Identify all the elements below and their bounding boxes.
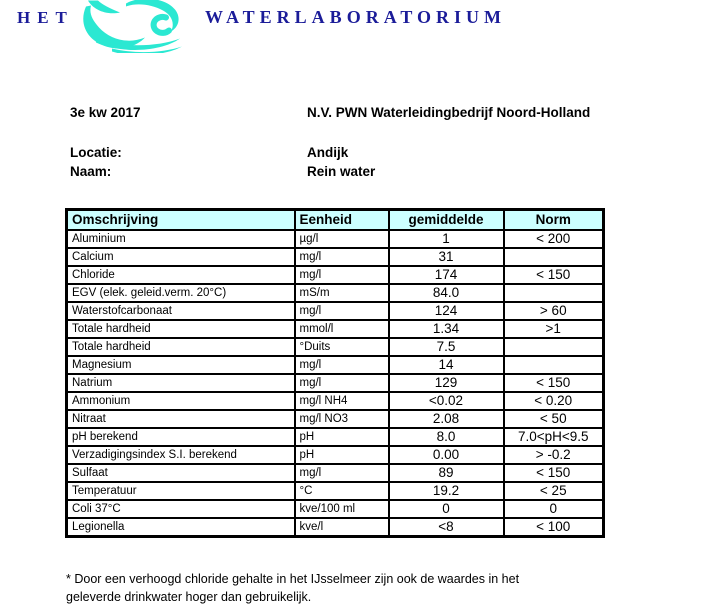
table-cell-eenheid: kve/l [295, 518, 389, 537]
table-cell-omschrijving: EGV (elek. geleid.verm. 20°C) [67, 284, 295, 302]
name-label: Naam: [70, 164, 112, 179]
table-cell-omschrijving: Chloride [67, 266, 295, 284]
name-value: Rein water [307, 164, 376, 179]
table-cell-eenheid: °Duits [295, 338, 389, 356]
table-cell-norm: 7.0<pH<9.5 [504, 428, 604, 446]
table-cell-omschrijving: Nitraat [67, 410, 295, 428]
table-cell-gemiddelde: 89 [389, 464, 504, 482]
table-cell-gemiddelde: <8 [389, 518, 504, 537]
table-cell-gemiddelde: 174 [389, 266, 504, 284]
table-cell-norm [504, 284, 604, 302]
column-header-gemiddelde: gemiddelde [389, 210, 504, 230]
table-row [67, 248, 604, 266]
table-cell-omschrijving: Legionella [67, 518, 295, 537]
column-header-norm: Norm [504, 210, 604, 230]
table-row [67, 230, 604, 248]
table-cell-gemiddelde: 129 [389, 374, 504, 392]
table-row [67, 266, 604, 284]
table-cell-eenheid: pH [295, 446, 389, 464]
table-cell-eenheid: mg/l NO3 [295, 410, 389, 428]
table-cell-omschrijving: Natrium [67, 374, 295, 392]
table-cell-norm: 0 [504, 500, 604, 518]
table-row [67, 518, 604, 537]
table-row [67, 302, 604, 320]
table-cell-eenheid: µg/l [295, 230, 389, 248]
table-row [67, 392, 604, 410]
table-row [67, 482, 604, 500]
table-cell-omschrijving: pH berekend [67, 428, 295, 446]
table-cell-omschrijving: Calcium [67, 248, 295, 266]
table-cell-norm [504, 356, 604, 374]
table-row [67, 374, 604, 392]
table-cell-omschrijving: Waterstofcarbonaat [67, 302, 295, 320]
table-row [67, 338, 604, 356]
table-cell-norm: < 200 [504, 230, 604, 248]
table-cell-omschrijving: Sulfaat [67, 464, 295, 482]
table-cell-norm: > 60 [504, 302, 604, 320]
brand-word-het: HET [17, 8, 74, 27]
table-cell-eenheid: °C [295, 482, 389, 500]
brand-word-waterlaboratorium: WATERLABORATORIUM [205, 7, 507, 27]
location-value: Andijk [307, 145, 349, 160]
table-cell-eenheid: kve/100 ml [295, 500, 389, 518]
results-table-body [67, 230, 604, 537]
table-cell-norm: > -0.2 [504, 446, 604, 464]
table-cell-norm: < 100 [504, 518, 604, 537]
table-cell-norm: < 25 [504, 482, 604, 500]
table-cell-norm: < 150 [504, 266, 604, 284]
table-row [67, 428, 604, 446]
table-cell-norm: >1 [504, 320, 604, 338]
table-cell-norm [504, 248, 604, 266]
table-cell-gemiddelde: 124 [389, 302, 504, 320]
table-cell-eenheid: mg/l [295, 356, 389, 374]
column-header-omschrijving: Omschrijving [67, 210, 295, 230]
table-cell-gemiddelde: 2.08 [389, 410, 504, 428]
table-cell-gemiddelde: 7.5 [389, 338, 504, 356]
table-row [67, 464, 604, 482]
table-cell-omschrijving: Totale hardheid [67, 338, 295, 356]
table-cell-eenheid: mg/l [295, 266, 389, 284]
table-cell-gemiddelde: 31 [389, 248, 504, 266]
footnote: * Door een verhoogd chloride gehalte in het IJsselmeer zijn ook de waardes in het geleverde drinkwater hoger dan gebruikelijk. [66, 572, 520, 604]
table-row [67, 500, 604, 518]
table-cell-omschrijving: Magnesium [67, 356, 295, 374]
table-cell-omschrijving: Totale hardheid [67, 320, 295, 338]
table-cell-norm: < 0.20 [504, 392, 604, 410]
table-row [67, 410, 604, 428]
table-cell-eenheid: mg/l [295, 248, 389, 266]
table-cell-gemiddelde: 84.0 [389, 284, 504, 302]
location-label: Locatie: [70, 145, 122, 160]
table-cell-omschrijving: Aluminium [67, 230, 295, 248]
table-cell-gemiddelde: 19.2 [389, 482, 504, 500]
table-cell-omschrijving: Ammonium [67, 392, 295, 410]
table-cell-omschrijving: Temperatuur [67, 482, 295, 500]
column-header-eenheid: Eenheid [295, 210, 389, 230]
table-cell-omschrijving: Coli 37°C [67, 500, 295, 518]
table-cell-gemiddelde: 0.00 [389, 446, 504, 464]
results-table [65, 208, 605, 538]
table-cell-eenheid: mS/m [295, 284, 389, 302]
wave-swirl-icon [82, 0, 207, 53]
table-cell-gemiddelde: 8.0 [389, 428, 504, 446]
table-row [67, 284, 604, 302]
table-cell-norm [504, 338, 604, 356]
table-cell-eenheid: mg/l [295, 464, 389, 482]
company-name: N.V. PWN Waterleidingbedrijf Noord-Holland [307, 105, 591, 120]
table-cell-gemiddelde: 14 [389, 356, 504, 374]
report-period: 3e kw 2017 [70, 105, 141, 120]
table-header-row [67, 210, 604, 230]
table-cell-eenheid: pH [295, 428, 389, 446]
table-cell-omschrijving: Verzadigingsindex S.I. berekend [67, 446, 295, 464]
table-cell-eenheid: mg/l [295, 374, 389, 392]
table-cell-gemiddelde: 0 [389, 500, 504, 518]
table-row [67, 320, 604, 338]
table-cell-gemiddelde: 1 [389, 230, 504, 248]
table-cell-eenheid: mg/l [295, 302, 389, 320]
table-row [67, 446, 604, 464]
table-cell-eenheid: mg/l NH4 [295, 392, 389, 410]
table-row [67, 356, 604, 374]
table-cell-norm: < 150 [504, 374, 604, 392]
table-cell-gemiddelde: <0.02 [389, 392, 504, 410]
table-cell-eenheid: mmol/l [295, 320, 389, 338]
table-cell-norm: < 150 [504, 464, 604, 482]
table-cell-gemiddelde: 1.34 [389, 320, 504, 338]
table-cell-norm: < 50 [504, 410, 604, 428]
